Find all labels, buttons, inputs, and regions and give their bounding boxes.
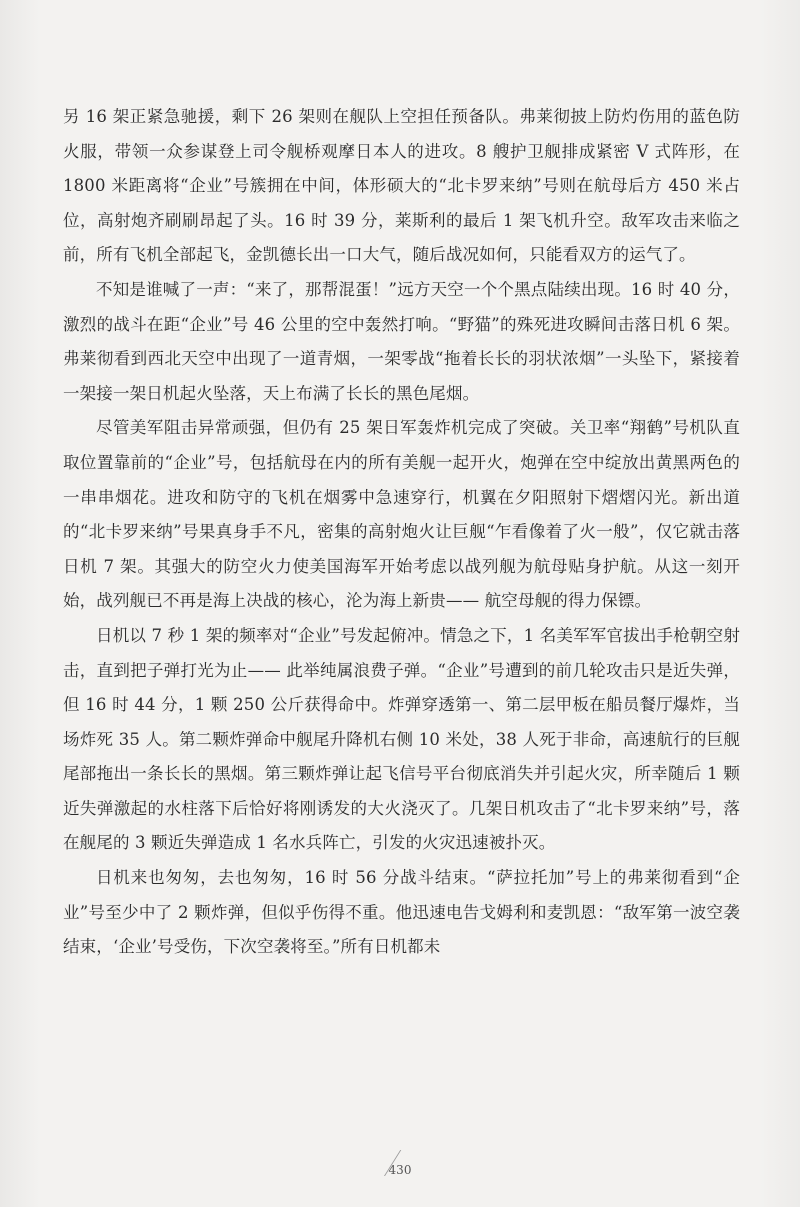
paragraph-5: 日机来也匆匆，去也匆匆，16 时 56 分战斗结束。“萨拉托加”号上的弗莱彻看到“企业”号至少中了 2 颗炸弹，但似乎伤得不重。他迅速电告戈姆利和麦凯恩：“敌军第一波空袭结束，‘企业’号受伤，下次空袭将至。”所有日机都未 — [63, 868, 740, 957]
page-number: 430 — [388, 1163, 412, 1177]
paragraph-1: 另 16 架正紧急驰援，剩下 26 架则在舰队上空担任预备队。弗莱彻披上防灼伤用的蓝色防火服，带领一众参谋登上司令舰桥观摩日本人的进攻。8 艘护卫舰排成紧密 V 式阵形，在 1800 米距离将“企业”号簇拥在中间，体形硕大的“北卡罗来纳”号则在航母后方 450 米占位，高射炮齐刷刷昂起了头。16 时 39 分，莱斯利的最后 1 架飞机升空。敌军攻击来临之前，所有飞机全部起飞，金凯德长出一口大气，随后战况如何，只能看双方的运气了。 — [63, 107, 740, 265]
body-text — [63, 100, 740, 965]
paragraph-2: 不知是谁喊了一声：“来了，那帮混蛋！”远方天空一个个黑点陆续出现。16 时 40 分，激烈的战斗在距“企业”号 46 公里的空中轰然打响。“野猫”的殊死进攻瞬间击落日机 6 架。弗莱彻看到西北天空中出现了一道青烟，一架零战“拖着长长的羽状浓烟”一头坠下，紧接着一架接一架日机起火坠落，天上布满了长长的黑色尾烟。 — [63, 279, 740, 403]
paragraph-3: 尽管美军阻击异常顽强，但仍有 25 架日军轰炸机完成了突破。关卫率“翔鹤”号机队直取位置靠前的“企业”号，包括航母在内的所有美舰一起开火，炮弹在空中绽放出黄黑两色的一串串烟花。进攻和防守的飞机在烟雾中急速穿行，机翼在夕阳照射下熠熠闪光。新出道的“北卡罗来纳”号果真身手不凡，密集的高射炮火让巨舰“乍看像着了火一般”，仅它就击落日机 7 架。其强大的防空火力使美国海军开始考虑以战列舰为航母贴身护航。从这一刻开始，战列舰已不再是海上决战的核心，沦为海上新贵—— 航空母舰的得力保镖。 — [63, 418, 740, 611]
paragraph-4: 日机以 7 秒 1 架的频率对“企业”号发起俯冲。情急之下，1 名美军军官拔出手枪朝空射击，直到把子弹打光为止—— 此举纯属浪费子弹。“企业”号遭到的前几轮攻击只是近失弹，但 16 时 44 分，1 颗 250 公斤获得命中。炸弹穿透第一、第二层甲板在船员餐厅爆炸，当场炸死 35 人。第二颗炸弹命中舰尾升降机右侧 10 米处，38 人死于非命，高速航行的巨舰尾部拖出一条长长的黑烟。第三颗炸弹让起飞信号平台彻底消失并引起火灾，所幸随后 1 颗近失弹激起的水柱落下后恰好将刚诱发的大火浇灭了。几架日机攻击了“北卡罗来纳”号，落在舰尾的 3 颗近失弹造成 1 名水兵阵亡，引发的火灾迅速被扑灭。 — [63, 625, 740, 853]
